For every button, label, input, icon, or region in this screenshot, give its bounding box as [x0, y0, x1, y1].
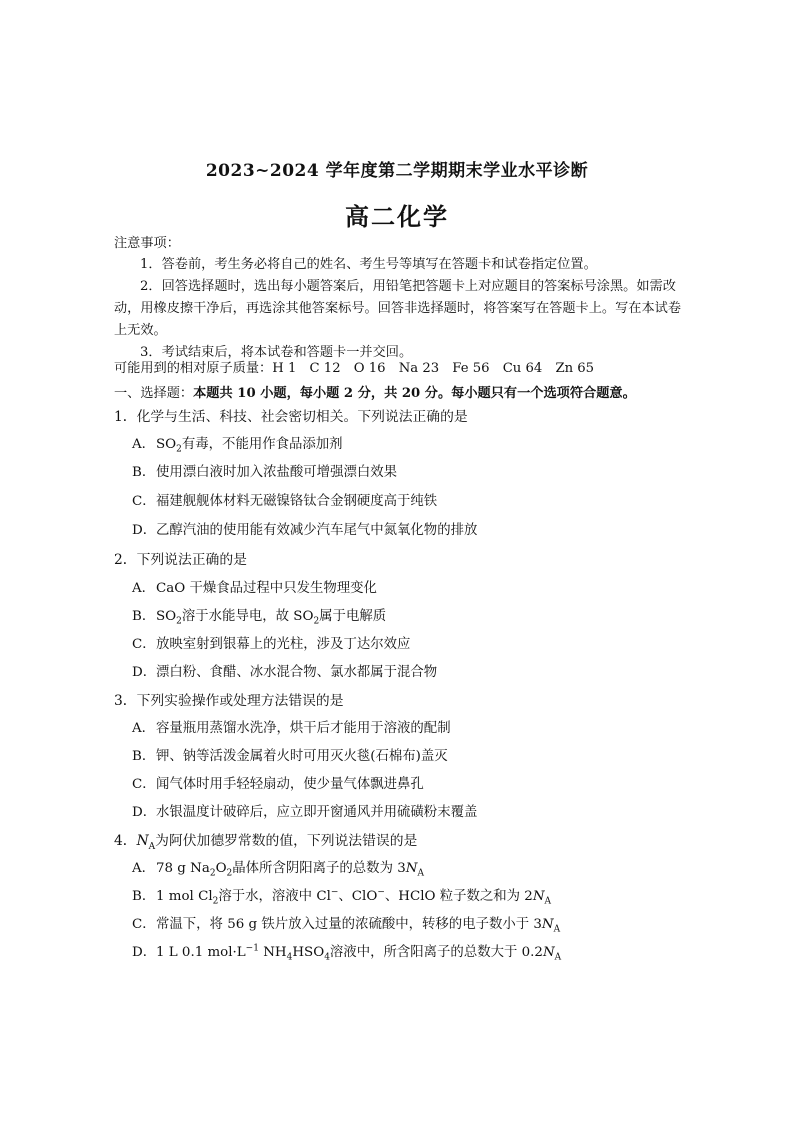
q1-option-c: [132, 493, 437, 511]
q3-option-b: [132, 748, 448, 766]
opt-text: 属于电解质: [319, 609, 387, 624]
atomic-masses: 可能用到的相对原子质量：H 1 C 12 O 16 Na 23 Fe 56 Cu 64 Zn 65: [114, 361, 595, 376]
question-4-stem: [114, 832, 417, 850]
opt-sub: 2: [209, 868, 216, 879]
option-label: D．: [132, 523, 157, 538]
opt-sub: 2: [313, 616, 320, 627]
notice-block: [114, 234, 684, 364]
notice-item-3: 3．考试结束后，将本试卷和答题卡一并交回。: [140, 345, 413, 360]
opt-text: 有毒，不能用作食品添加剂: [181, 437, 343, 452]
opt-text: 漂白粉、食醋、冰水混合物、氯水都属于混合物: [156, 665, 438, 680]
opt-text: 1 L 0.1 mol·L: [156, 945, 246, 960]
q2-option-a: [132, 580, 377, 598]
opt-text: 、ClO: [338, 889, 378, 904]
option-label: D．: [132, 665, 157, 680]
opt-text: 容量瓶用蒸馏水洗净，烘干后才能用于溶液的配制: [156, 721, 451, 736]
stem-text: 4．: [114, 833, 137, 849]
section-heading: [114, 385, 636, 403]
q1-option-d: [132, 522, 477, 540]
option-label: A．: [132, 721, 156, 736]
stem-sub: A: [148, 841, 156, 852]
subject-title: 高二化学: [345, 202, 449, 231]
opt-sup: −: [377, 887, 385, 898]
option-label: B．: [132, 609, 156, 624]
opt-sub: A: [544, 896, 552, 907]
opt-text: 晶体所含阴阳离子的总数为 3: [232, 861, 406, 876]
opt-text: 使用漂白液时加入浓盐酸可增强漂白效果: [156, 465, 398, 480]
opt-sub: 4: [286, 952, 293, 963]
stem-text: 为阿伏加德罗常数的值，下列说法错误的是: [155, 833, 418, 849]
opt-italic: N: [541, 917, 554, 932]
q2-option-b: [132, 608, 386, 626]
opt-sub: 2: [226, 868, 233, 879]
opt-italic: N: [532, 889, 545, 904]
opt-sub: 2: [176, 616, 182, 627]
q1-option-b: [132, 464, 397, 482]
opt-sub: 2: [212, 896, 219, 907]
opt-text: SO: [156, 609, 177, 624]
q3-option-a: [132, 720, 451, 738]
section-prefix: 一、选择题：: [114, 386, 194, 401]
opt-text: 闻气体时用手轻轻扇动，使少量气体飘进鼻孔: [156, 777, 424, 792]
question-2-stem: 2．下列说法正确的是: [114, 552, 247, 568]
option-label: B．: [132, 749, 156, 764]
exam-title: 2023~2024 学年度第二学期期末学业水平诊断: [205, 161, 589, 181]
q4-option-d: [132, 944, 561, 962]
opt-text: 溶液中，所含阳离子的总数大于 0.2: [329, 945, 543, 960]
option-label: A．: [132, 437, 156, 452]
opt-text: 放映室射到银幕上的光柱，涉及丁达尔效应: [156, 637, 411, 652]
q1-option-a: [132, 436, 343, 454]
opt-italic: N: [405, 861, 418, 876]
q4-option-a: [132, 860, 424, 878]
notice-item-2: 2．回答选择题时，选出每小题答案后，用铅笔把答题卡上对应题目的答案标号涂黑。如需改动，用橡皮擦干净后，再选涂其他答案标号。回答非选择题时，将答案写在答题卡上。写在本试卷上无效。: [114, 279, 682, 338]
opt-text: O: [215, 861, 227, 876]
opt-sup: −: [330, 887, 339, 898]
option-label: B．: [132, 889, 156, 904]
option-label: C．: [132, 637, 156, 652]
opt-text: 溶于水能导电，故 SO: [181, 609, 314, 624]
opt-text: 水银温度计破碎后，应立即开窗通风并用硫磺粉末覆盖: [156, 805, 478, 820]
stem-italic: N: [136, 833, 149, 849]
opt-sub: A: [554, 952, 562, 963]
opt-sub: A: [553, 924, 561, 935]
option-label: A．: [132, 861, 156, 876]
option-label: C．: [132, 917, 156, 932]
q3-option-c: [132, 776, 424, 794]
q4-option-b: [132, 888, 551, 906]
opt-text: SO: [156, 437, 177, 452]
opt-text: NH: [258, 945, 287, 960]
notice-item-1: 1．答卷前，考生务必将自己的姓名、考生号等填写在答题卡和试卷指定位置。: [140, 257, 597, 272]
opt-text: 、HClO 粒子数之和为 2: [384, 889, 533, 904]
question-3-stem: 3．下列实验操作或处理方法错误的是: [114, 693, 344, 709]
option-label: D．: [132, 805, 157, 820]
opt-text: 乙醇汽油的使用能有效减少汽车尾气中氮氧化物的排放: [156, 523, 478, 538]
opt-text: 常温下，将 56 g 铁片放入过量的浓硫酸中，转移的电子数小于 3: [156, 917, 542, 932]
notice-heading: 注意事项：: [114, 236, 180, 251]
opt-text: 溶于水，溶液中 Cl: [218, 889, 331, 904]
q2-option-c: [132, 636, 410, 654]
q2-option-d: [132, 664, 437, 682]
opt-sub: 2: [176, 444, 182, 455]
opt-sub: 4: [324, 952, 330, 963]
option-label: A．: [132, 581, 156, 596]
section-desc: 本题共 10 小题，每小题 2 分，共 20 分。每小题只有一个选项符合题意。: [193, 386, 636, 401]
opt-text: CaO 干燥食品过程中只发生物理变化: [156, 581, 377, 596]
opt-sub: A: [417, 868, 424, 879]
question-1-stem: 1．化学与生活、科技、社会密切相关。下列说法正确的是: [114, 409, 468, 425]
opt-text: HSO: [292, 945, 325, 960]
option-label: D．: [132, 945, 157, 960]
opt-text: 78 g Na: [156, 861, 210, 876]
q4-option-c: [132, 916, 560, 934]
opt-text: 福建舰舰体材料无磁镍铬钛合金钢硬度高于纯铁: [156, 494, 438, 509]
opt-text: 1 mol Cl: [156, 889, 213, 904]
opt-sup: −1: [245, 943, 259, 954]
opt-italic: N: [542, 945, 555, 960]
option-label: C．: [132, 494, 156, 509]
option-label: C．: [132, 777, 156, 792]
option-label: B．: [132, 465, 156, 480]
q3-option-d: [132, 804, 477, 822]
opt-text: 钾、钠等活泼金属着火时可用灭火毯(石棉布)盖灭: [156, 749, 448, 764]
